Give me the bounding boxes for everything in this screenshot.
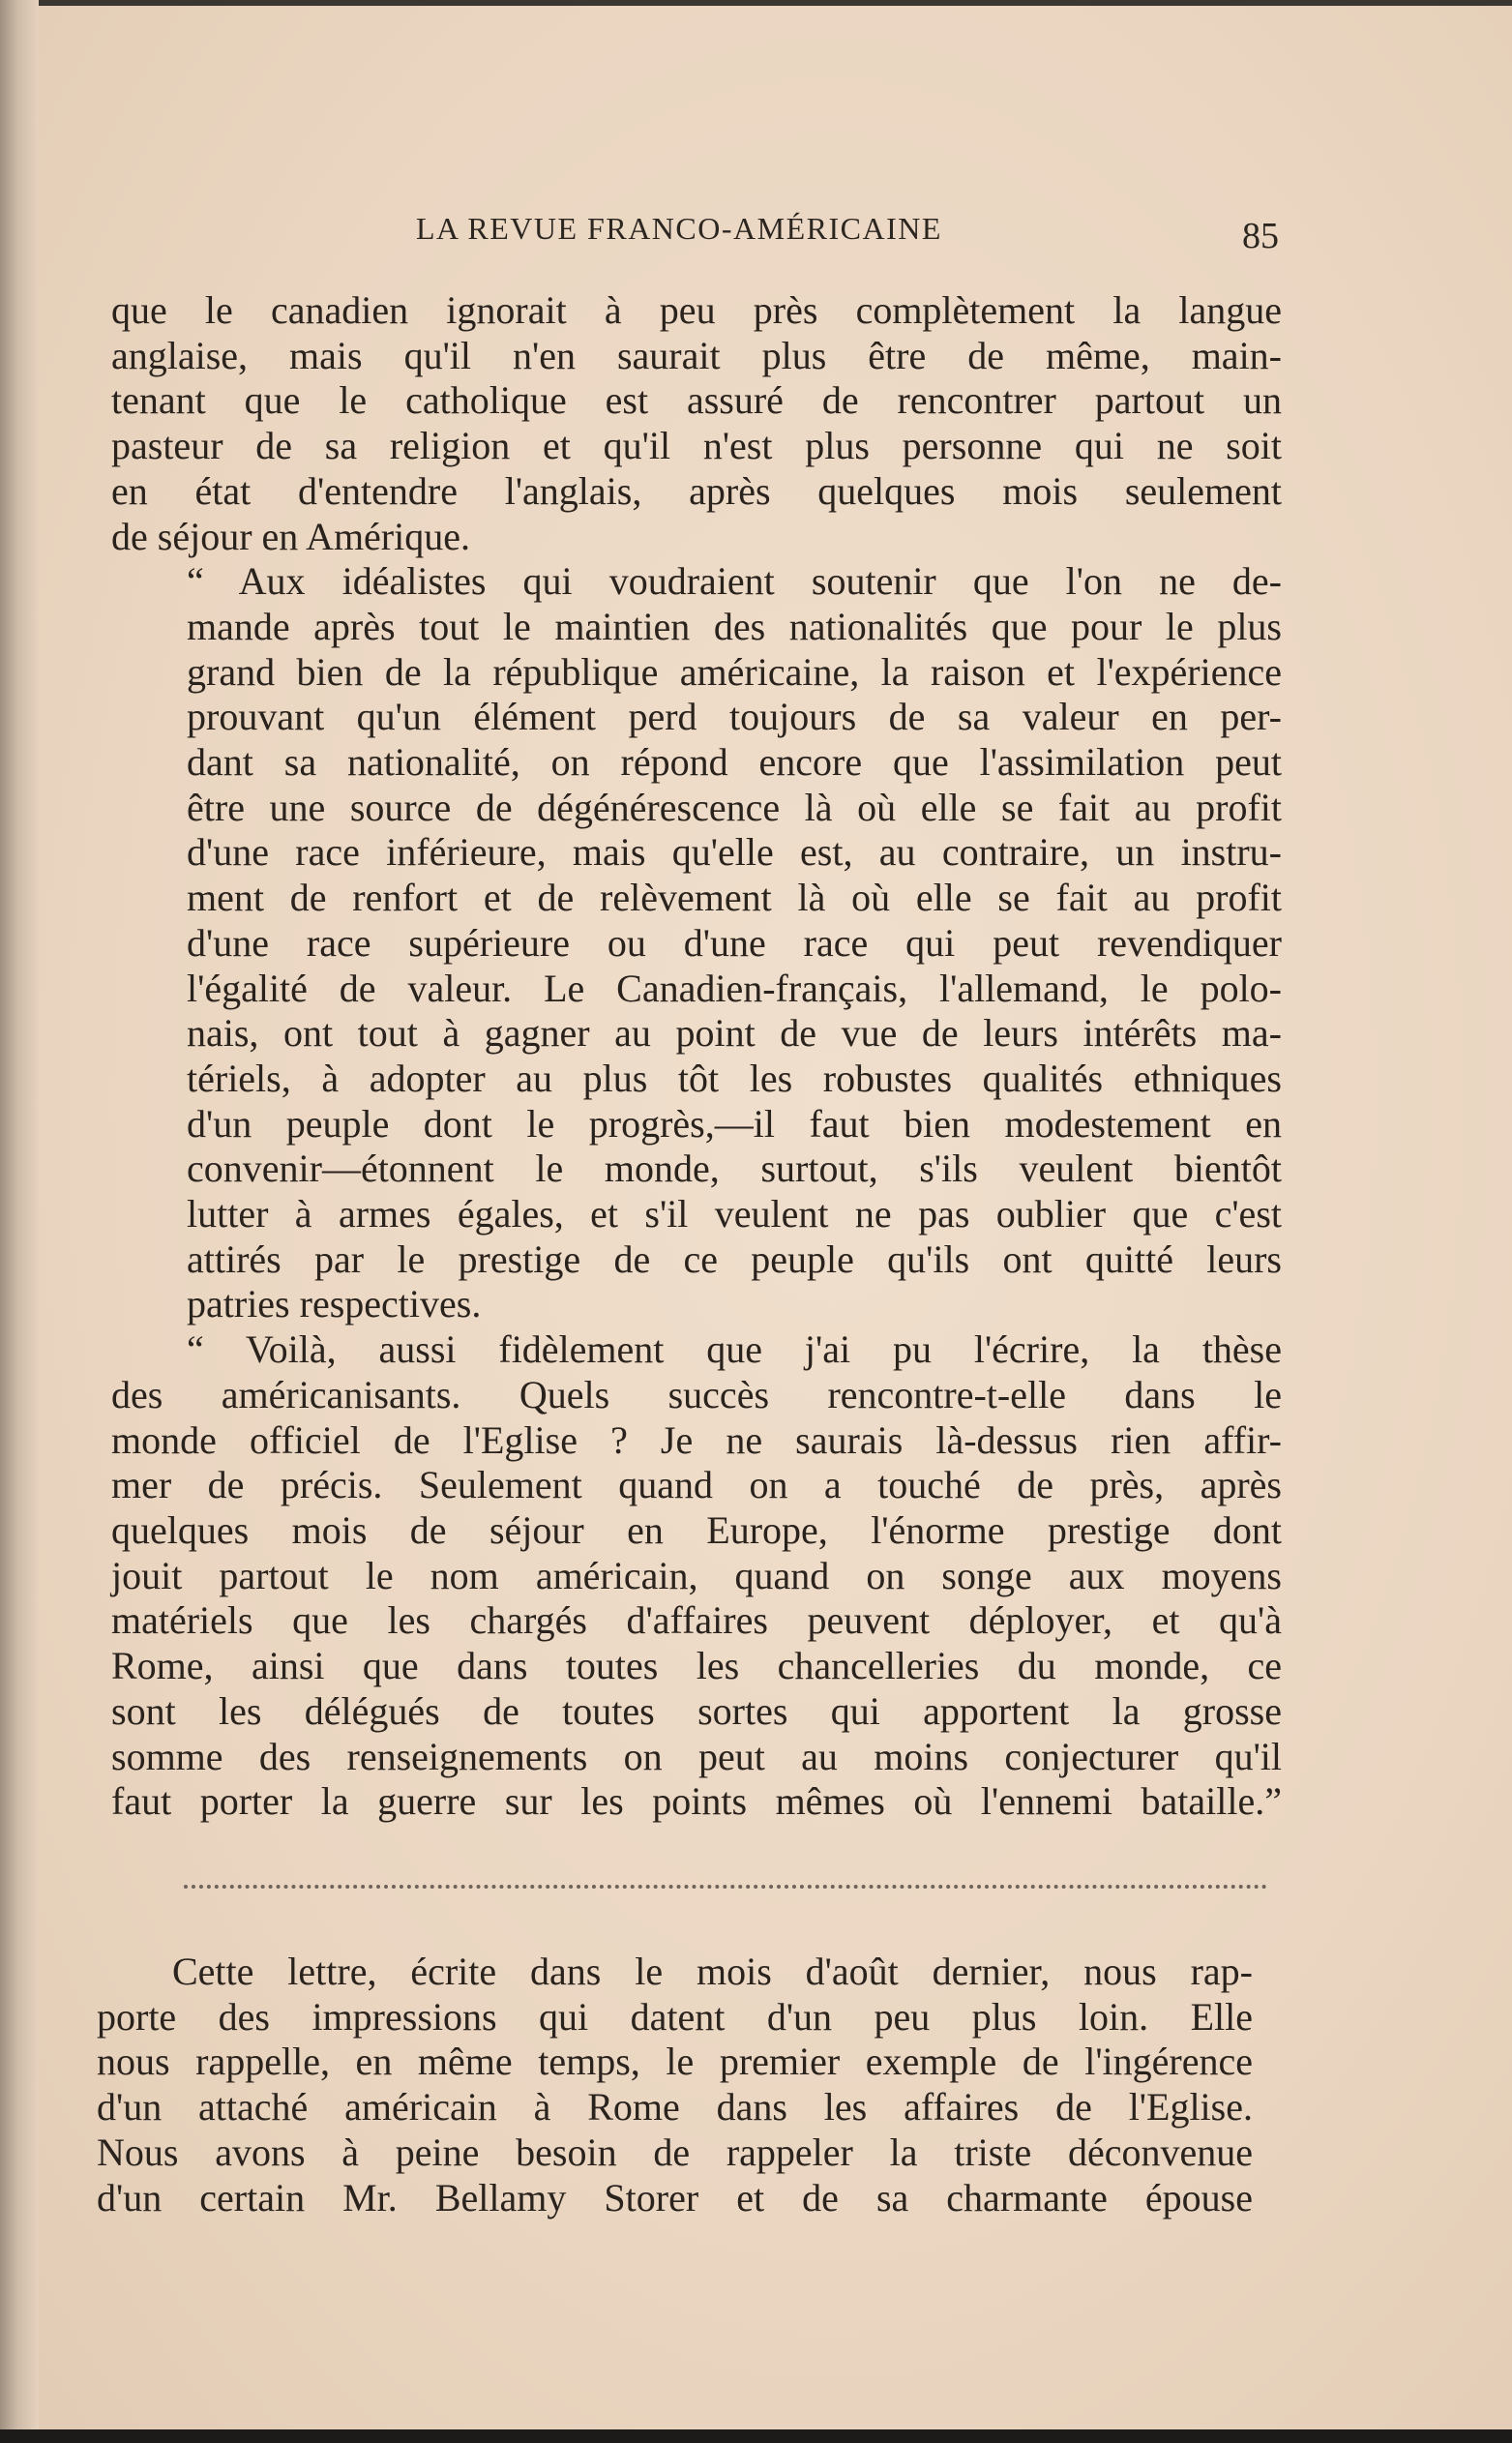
text-line: tériels, à adopter au plus tôt les robustes qualités ethniques (187, 1056, 1282, 1100)
text-line: patries respectives. (187, 1282, 482, 1326)
text-line: grand bien de la république américaine, la raison et l'expérience (187, 649, 1282, 694)
paragraph-2 (111, 559, 1282, 1327)
top-edge (0, 0, 1512, 6)
text-line: des américanisants. Quels succès rencontre-t-elle dans le (111, 1372, 1282, 1416)
text-line: quelques mois de séjour en Europe, l'énorme prestige dont (111, 1507, 1282, 1552)
text-line: sont les délégués de toutes sortes qui apportent la grosse (111, 1688, 1282, 1733)
body-text-continuation (97, 1950, 1253, 2220)
paragraph-1 (111, 288, 1282, 559)
text-line: nais, ont tout à gagner au point de vue de leurs intérêts ma- (187, 1011, 1282, 1056)
text-line: “ Voilà, aussi fidèlement que j'ai pu l'écrire, la thèse (187, 1327, 1282, 1372)
text-line: d'un attaché américain à Rome dans les affaires de l'Eglise. (97, 2085, 1253, 2130)
text-line: que le canadien ignorait à peu près complètement la langue (111, 288, 1282, 332)
text-line: convenir—étonnent le monde, surtout, s'ils veulent bientôt (187, 1147, 1282, 1191)
text-line: attirés par le prestige de ce peuple qu'ils ont quitté leurs (187, 1236, 1282, 1281)
text-line: Rome, ainsi que dans toutes les chancelleries du monde, ce (111, 1644, 1282, 1688)
text-line: monde officiel de l'Eglise ? Je ne saurais là-dessus rien affir- (111, 1417, 1282, 1462)
text-line: porte des impressions qui datent d'un peu plus loin. Elle (97, 1994, 1253, 2039)
text-line: d'une race inférieure, mais qu'elle est, au contraire, un instru- (187, 830, 1282, 875)
text-line: mande après tout le maintien des nationalités que pour le plus (187, 604, 1282, 648)
binding-edge (0, 0, 39, 2443)
text-line: dant sa nationalité, on répond encore que l'assimilation peut (187, 740, 1282, 785)
text-line: tenant que le catholique est assuré de rencontrer partout un (111, 378, 1282, 423)
text-line: matériels que les chargés d'affaires peuvent déployer, et qu'à (111, 1598, 1282, 1643)
text-line: être une source de dégénérescence là où elle se fait au profit (187, 785, 1282, 829)
text-line: d'un certain Mr. Bellamy Storer et de sa charmante épouse (97, 2175, 1253, 2220)
text-line: en état d'entendre l'anglais, après quelques mois seulement (111, 468, 1282, 513)
text-line: faut porter la guerre sur les points mêmes où l'ennemi bataille.” (111, 1779, 1282, 1824)
text-line: Cette lettre, écrite dans le mois d'août dernier, nous rap- (172, 1950, 1253, 1993)
text-line: mer de précis. Seulement quand on a touché de près, après (111, 1463, 1282, 1507)
text-line: d'une race supérieure ou d'une race qui peut revendiquer (187, 920, 1282, 965)
running-title: LA REVUE FRANCO-AMÉRICAINE (416, 211, 942, 246)
body-text-main (111, 288, 1282, 1825)
text-line: somme des renseignements on peut au moins conjecturer qu'il (111, 1734, 1282, 1778)
text-line: de séjour en Amérique. (111, 514, 470, 558)
text-line: “ Aux idéalistes qui voudraient soutenir que l'on ne de- (187, 559, 1282, 604)
paragraph-3 (111, 1327, 1282, 1825)
text-line: nous rappelle, en même temps, le premier exemple de l'ingérence (97, 2040, 1253, 2084)
text-line: anglaise, mais qu'il n'en saurait plus être de même, main- (111, 333, 1282, 377)
text-line: jouit partout le nom américain, quand on songe aux moyens (111, 1553, 1282, 1597)
page-number: 85 (1242, 216, 1279, 256)
text-line: l'égalité de valeur. Le Canadien-français, l'allemand, le polo- (187, 966, 1282, 1010)
text-line: ment de renfort et de relèvement là où elle se fait au profit (187, 876, 1282, 920)
text-line: pasteur de sa religion et qu'il n'est plus personne qui ne soit (111, 424, 1282, 468)
dotted-separator (184, 1885, 1267, 1892)
text-line: prouvant qu'un élément perd toujours de sa valeur en per- (187, 695, 1282, 739)
paragraph-4 (97, 1950, 1253, 2220)
bottom-edge (0, 2429, 1512, 2443)
text-line: lutter à armes égales, et s'il veulent ne pas oublier que c'est (187, 1192, 1282, 1236)
text-line: Nous avons à peine besoin de rappeler la triste déconvenue (97, 2130, 1253, 2174)
text-line: d'un peuple dont le progrès,—il faut bien modestement en (187, 1101, 1282, 1146)
